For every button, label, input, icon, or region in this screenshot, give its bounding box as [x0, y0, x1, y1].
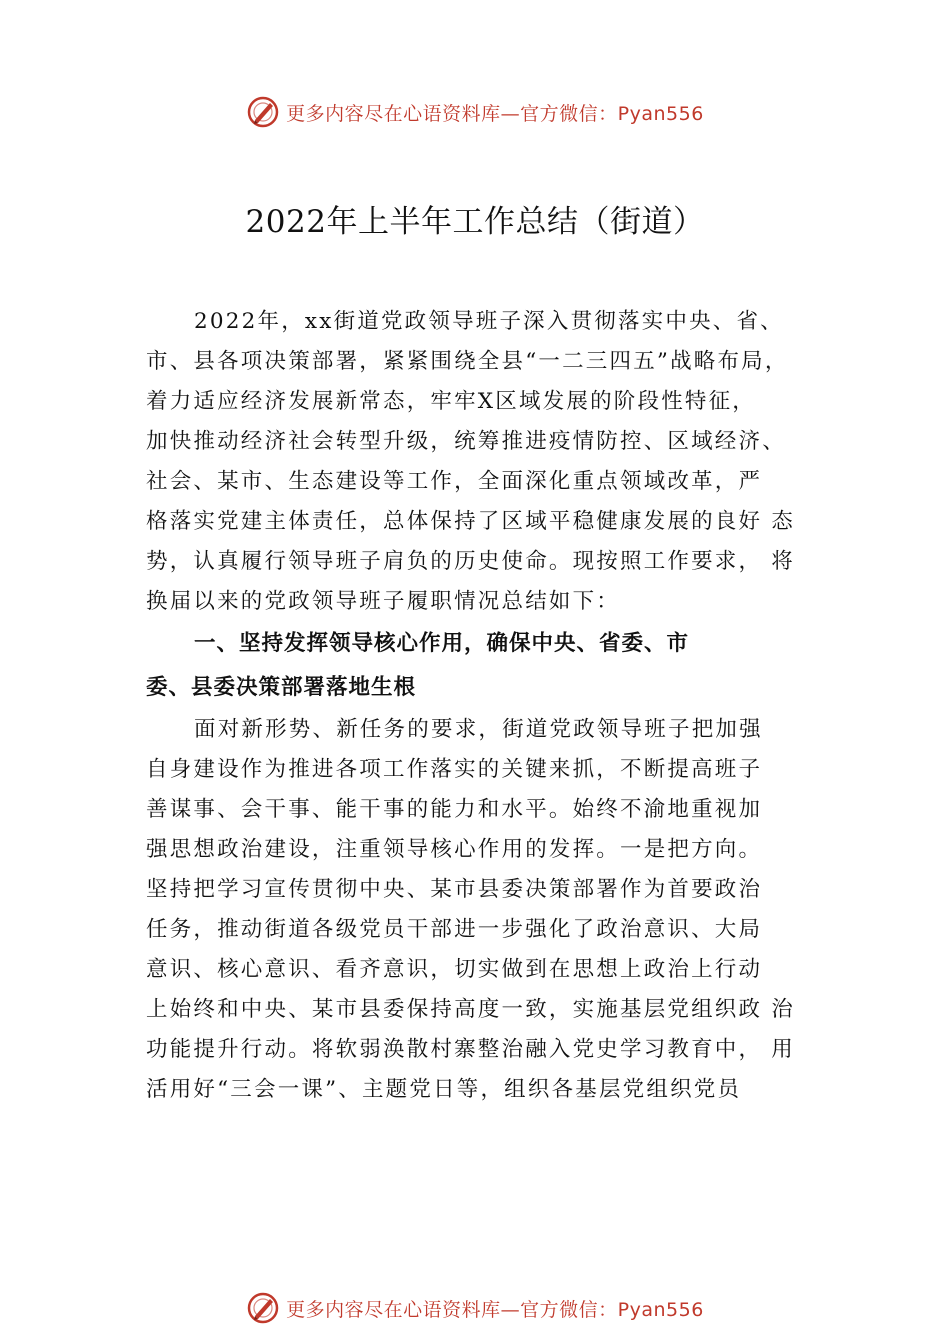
- paragraph-line: 活用好“三会一课”、主题党日等，组织各基层党组织党员: [146, 1077, 742, 1102]
- banner-text: 更多内容尽在心语资料库—官方微信：Pyan556: [286, 102, 704, 125]
- header-banner: [0, 92, 950, 132]
- paragraph-line: 坚持把学习宣传贯彻中央、某市县委决策部署作为首要政治: [146, 877, 763, 902]
- pen-circle-logo-icon: [246, 95, 280, 129]
- banner-text: 更多内容尽在心语资料库—官方微信：Pyan556: [286, 1298, 704, 1321]
- paragraph-line: 功能提升行动。将软弱涣散村寨整治融入党史学习教育中， 用: [146, 1037, 795, 1062]
- section-heading-line: 一、坚持发挥领导核心作用，确保中央、省委、市: [194, 631, 690, 656]
- paragraph-line: 格落实党建主体责任，总体保持了区域平稳健康发展的良好 态: [146, 509, 795, 534]
- wechat-id: Pyan556: [617, 1298, 704, 1321]
- paragraph-line: 着力适应经济发展新常态，牢牢X区域发展的阶段性特征，: [146, 389, 757, 414]
- paragraph-line: 2022年，xx街道党政领导班子深入贯彻落实中央、省、: [194, 309, 784, 334]
- paragraph-line: 换届以来的党政领导班子履职情况总结如下：: [146, 589, 621, 614]
- paragraph-line: 面对新形势、新任务的要求，街道党政领导班子把加强: [194, 717, 763, 742]
- paragraph-line: 善谋事、会干事、能干事的能力和水平。始终不渝地重视加: [146, 797, 763, 822]
- paragraph-line: 自身建设作为推进各项工作落实的关键来抓，不断提高班子: [146, 757, 763, 782]
- paragraph-line: 意识、核心意识、看齐意识，切实做到在思想上政治上行动: [146, 957, 763, 982]
- paragraph-line: 任务，推动街道各级党员干部进一步强化了政治意识、大局: [146, 917, 763, 942]
- paragraph-line: 加快推动经济社会转型升级，统筹推进疫情防控、区域经济、: [146, 429, 786, 454]
- paragraph-line: 社会、某市、生态建设等工作，全面深化重点领域改革，严: [146, 469, 763, 494]
- wechat-id: Pyan556: [617, 102, 704, 125]
- paragraph-line: 强思想政治建设，注重领导核心作用的发挥。一是把方向。: [146, 837, 763, 862]
- pen-circle-logo-icon: [246, 1291, 280, 1325]
- paragraph-line: 势，认真履行领导班子肩负的历史使命。现按照工作要求， 将: [146, 549, 795, 574]
- paragraph-line: 上始终和中央、某市县委保持高度一致，实施基层党组织政 治: [146, 997, 795, 1022]
- document-title: 2022年上半年工作总结（街道）: [245, 204, 705, 240]
- document-body: [146, 302, 834, 1110]
- footer-banner: [0, 1288, 950, 1328]
- section-heading-line: 委、县委决策部署落地生根: [146, 675, 417, 700]
- paragraph-line: 市、县各项决策部署，紧紧围绕全县“一二三四五”战略布局，: [146, 349, 789, 374]
